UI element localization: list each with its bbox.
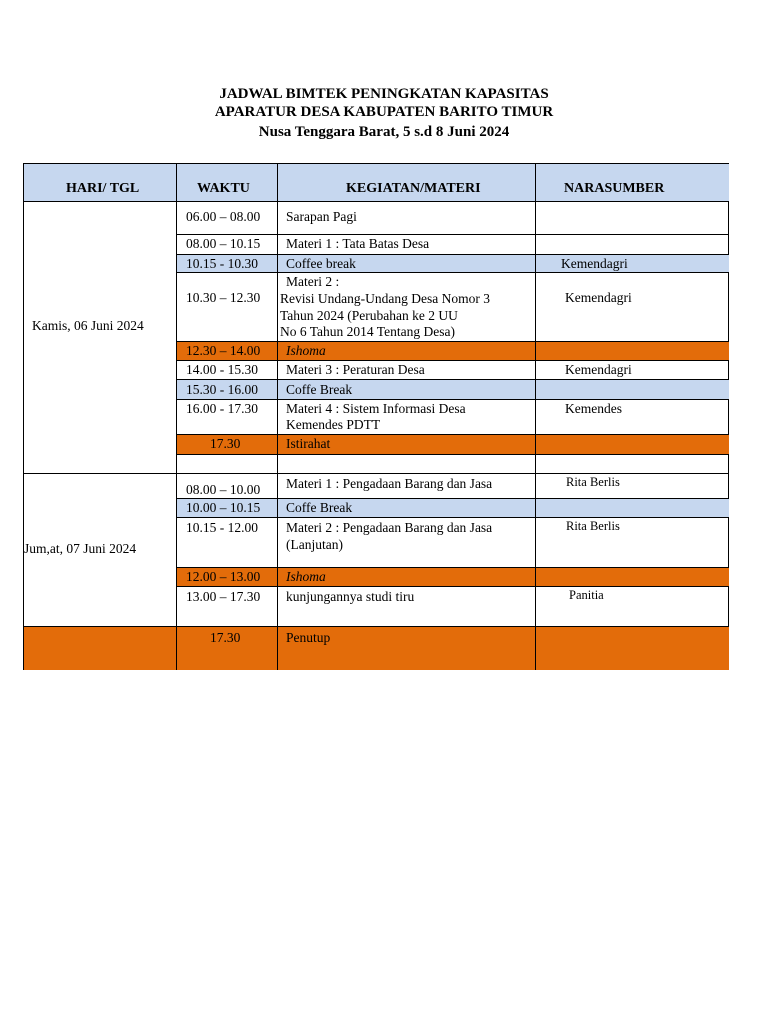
activity-cell: kunjungannya studi tiru	[286, 589, 415, 604]
header-waktu: WAKTU	[197, 181, 250, 196]
activity-cell: Materi 1 : Tata Batas Desa	[286, 236, 430, 251]
title-line-2: APARATUR DESA KABUPATEN BARITO TIMUR	[214, 104, 554, 120]
time-cell: 12.00 – 13.00	[186, 569, 261, 584]
activity-line: Materi 2 :	[286, 274, 340, 289]
closing-time: 17.30	[210, 630, 241, 645]
closing-activity: Penutup	[286, 630, 331, 645]
time-cell: 10.30 – 12.30	[186, 290, 261, 305]
activity-cell: Materi 1 : Pengadaan Barang dan Jasa	[286, 476, 493, 491]
time-cell: 10.15 - 10.30	[186, 256, 258, 271]
activity-cell: Sarapan Pagi	[286, 209, 357, 224]
time-cell: 10.15 - 12.00	[186, 520, 258, 535]
activity-cell: Coffe Break	[286, 500, 353, 515]
time-cell: 15.30 - 16.00	[186, 382, 258, 397]
speaker-cell: Kemendagri	[561, 256, 628, 271]
row-penutup-bg	[24, 627, 729, 670]
speaker-cell: Kemendagri	[565, 362, 632, 377]
activity-line: Materi 4 : Sistem Informasi Desa	[286, 401, 466, 416]
time-cell: 13.00 – 17.30	[186, 589, 261, 604]
activity-line: Kemendes PDTT	[286, 417, 381, 432]
row-coffe-break-bg	[177, 380, 729, 399]
title-line-1: JADWAL BIMTEK PENINGKATAN KAPASITAS	[219, 86, 549, 102]
title-line-3: Nusa Tenggara Barat, 5 s.d 8 Juni 2024	[258, 124, 510, 140]
time-cell: 06.00 – 08.00	[186, 209, 261, 224]
time-cell: 16.00 - 17.30	[186, 401, 258, 416]
activity-line: Materi 2 : Pengadaan Barang dan Jasa	[286, 520, 493, 535]
activity-cell: Ishoma	[286, 569, 326, 584]
activity-cell: Coffee break	[286, 256, 356, 271]
time-cell: 14.00 - 15.30	[186, 362, 258, 377]
activity-cell: Coffe Break	[286, 382, 353, 397]
activity-line: Tahun 2024 (Perubahan ke 2 UU	[280, 308, 458, 323]
speaker-cell: Rita Berlis	[566, 475, 620, 489]
speaker-cell: Kemendagri	[565, 290, 632, 305]
row-coffee-break-bg	[177, 255, 729, 272]
activity-line: No 6 Tahun 2014 Tentang Desa)	[280, 324, 455, 339]
day1-label: Kamis, 06 Juni 2024	[32, 318, 144, 333]
time-cell: 12.30 – 14.00	[186, 343, 261, 358]
speaker-cell: Kemendes	[565, 401, 622, 416]
activity-line: (Lanjutan)	[286, 537, 343, 552]
day2-label: Jum,at, 07 Juni 2024	[24, 541, 137, 556]
speaker-cell: Rita Berlis	[566, 519, 620, 533]
row-istirahat-bg	[177, 435, 729, 454]
schedule-table	[23, 163, 729, 670]
header-hari: HARI/ TGL	[66, 181, 140, 196]
activity-cell: Materi 3 : Peraturan Desa	[286, 362, 425, 377]
time-cell: 08.00 – 10.00	[186, 482, 261, 497]
header-kegiatan: KEGIATAN/MATERI	[346, 181, 481, 196]
activity-cell: Ishoma	[286, 343, 326, 358]
time-cell: 17.30	[210, 436, 241, 451]
header-narasumber: NARASUMBER	[564, 181, 665, 196]
time-cell: 08.00 – 10.15	[186, 236, 261, 251]
activity-cell: Istirahat	[286, 436, 331, 451]
time-cell: 10.00 – 10.15	[186, 500, 261, 515]
activity-line: Revisi Undang-Undang Desa Nomor 3	[280, 291, 490, 306]
speaker-cell: Panitia	[569, 588, 604, 602]
